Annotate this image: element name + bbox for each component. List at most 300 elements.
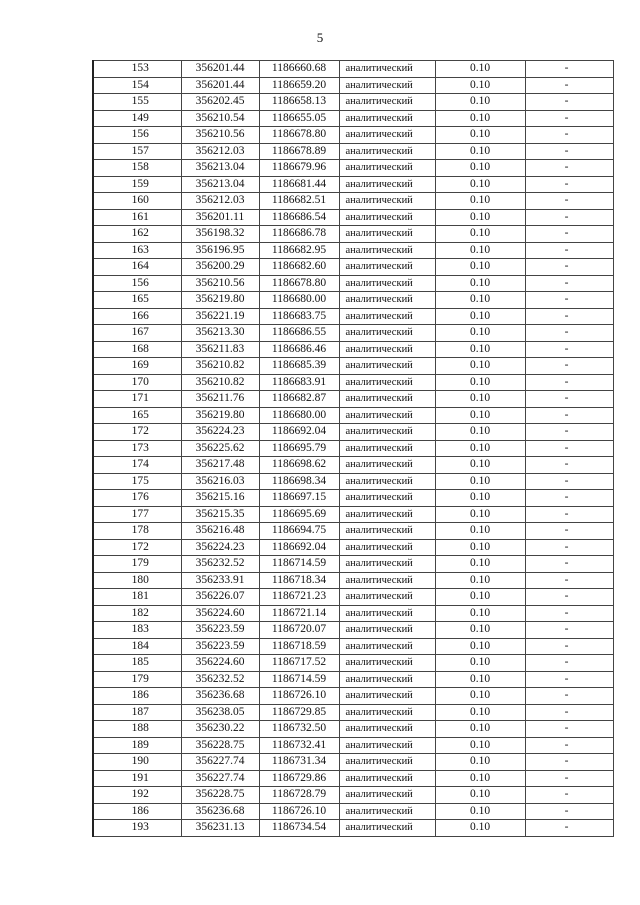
y-coordinate-cell: 1186678.89 [259, 143, 339, 160]
note-cell: - [525, 770, 613, 787]
method-cell: аналитический [339, 820, 435, 837]
point-number-cell: 171 [93, 391, 181, 408]
note-cell: - [525, 622, 613, 639]
point-number-cell: 165 [93, 407, 181, 424]
page-number: 5 [316, 30, 324, 45]
method-cell: аналитический [339, 77, 435, 94]
x-coordinate-cell: 356210.82 [181, 374, 259, 391]
x-coordinate-cell: 356219.80 [181, 292, 259, 309]
y-coordinate-cell: 1186698.34 [259, 473, 339, 490]
table-row [93, 803, 613, 820]
note-cell: - [525, 737, 613, 754]
method-cell: аналитический [339, 325, 435, 342]
table-row [93, 556, 613, 573]
point-number-cell: 177 [93, 506, 181, 523]
method-cell: аналитический [339, 242, 435, 259]
table-row [93, 275, 613, 292]
point-number-cell: 156 [93, 127, 181, 144]
accuracy-cell: 0.10 [435, 572, 525, 589]
table-row [93, 424, 613, 441]
y-coordinate-cell: 1186681.44 [259, 176, 339, 193]
y-coordinate-cell: 1186726.10 [259, 688, 339, 705]
y-coordinate-cell: 1186679.96 [259, 160, 339, 177]
method-cell: аналитический [339, 275, 435, 292]
accuracy-cell: 0.10 [435, 605, 525, 622]
table-row [93, 820, 613, 837]
method-cell: аналитический [339, 572, 435, 589]
y-coordinate-cell: 1186682.95 [259, 242, 339, 259]
note-cell: - [525, 589, 613, 606]
point-number-cell: 175 [93, 473, 181, 490]
accuracy-cell: 0.10 [435, 209, 525, 226]
note-cell: - [525, 61, 613, 78]
x-coordinate-cell: 356227.74 [181, 770, 259, 787]
method-cell: аналитический [339, 259, 435, 276]
point-number-cell: 181 [93, 589, 181, 606]
method-cell: аналитический [339, 308, 435, 325]
y-coordinate-cell: 1186732.50 [259, 721, 339, 738]
method-cell: аналитический [339, 754, 435, 771]
point-number-cell: 169 [93, 358, 181, 375]
y-coordinate-cell: 1186660.68 [259, 61, 339, 78]
note-cell: - [525, 754, 613, 771]
note-cell: - [525, 193, 613, 210]
y-coordinate-cell: 1186683.91 [259, 374, 339, 391]
table-row [93, 440, 613, 457]
table-row [93, 143, 613, 160]
method-cell: аналитический [339, 490, 435, 507]
note-cell: - [525, 143, 613, 160]
y-coordinate-cell: 1186721.14 [259, 605, 339, 622]
accuracy-cell: 0.10 [435, 638, 525, 655]
table-row [93, 193, 613, 210]
note-cell: - [525, 358, 613, 375]
accuracy-cell: 0.10 [435, 143, 525, 160]
method-cell: аналитический [339, 770, 435, 787]
y-coordinate-cell: 1186720.07 [259, 622, 339, 639]
x-coordinate-cell: 356224.60 [181, 605, 259, 622]
y-coordinate-cell: 1186678.80 [259, 275, 339, 292]
point-number-cell: 172 [93, 424, 181, 441]
y-coordinate-cell: 1186717.52 [259, 655, 339, 672]
table-row [93, 110, 613, 127]
x-coordinate-cell: 356215.16 [181, 490, 259, 507]
accuracy-cell: 0.10 [435, 259, 525, 276]
method-cell: аналитический [339, 688, 435, 705]
point-number-cell: 162 [93, 226, 181, 243]
method-cell: аналитический [339, 226, 435, 243]
x-coordinate-cell: 356213.04 [181, 176, 259, 193]
accuracy-cell: 0.10 [435, 110, 525, 127]
table-row [93, 754, 613, 771]
note-cell: - [525, 374, 613, 391]
method-cell: аналитический [339, 638, 435, 655]
point-number-cell: 165 [93, 292, 181, 309]
note-cell: - [525, 671, 613, 688]
accuracy-cell: 0.10 [435, 440, 525, 457]
point-number-cell: 166 [93, 308, 181, 325]
note-cell: - [525, 226, 613, 243]
y-coordinate-cell: 1186721.23 [259, 589, 339, 606]
note-cell: - [525, 655, 613, 672]
point-number-cell: 188 [93, 721, 181, 738]
table-row [93, 374, 613, 391]
accuracy-cell: 0.10 [435, 407, 525, 424]
point-number-cell: 185 [93, 655, 181, 672]
note-cell: - [525, 341, 613, 358]
method-cell: аналитический [339, 440, 435, 457]
table-row [93, 671, 613, 688]
method-cell: аналитический [339, 721, 435, 738]
accuracy-cell: 0.10 [435, 787, 525, 804]
x-coordinate-cell: 356216.03 [181, 473, 259, 490]
y-coordinate-cell: 1186729.86 [259, 770, 339, 787]
point-number-cell: 157 [93, 143, 181, 160]
method-cell: аналитический [339, 589, 435, 606]
note-cell: - [525, 539, 613, 556]
accuracy-cell: 0.10 [435, 539, 525, 556]
note-cell: - [525, 110, 613, 127]
x-coordinate-cell: 356224.23 [181, 424, 259, 441]
x-coordinate-cell: 356224.60 [181, 655, 259, 672]
x-coordinate-cell: 356201.44 [181, 61, 259, 78]
point-number-cell: 159 [93, 176, 181, 193]
accuracy-cell: 0.10 [435, 803, 525, 820]
method-cell: аналитический [339, 539, 435, 556]
y-coordinate-cell: 1186732.41 [259, 737, 339, 754]
method-cell: аналитический [339, 457, 435, 474]
note-cell: - [525, 523, 613, 540]
x-coordinate-cell: 356223.59 [181, 622, 259, 639]
note-cell: - [525, 160, 613, 177]
x-coordinate-cell: 356196.95 [181, 242, 259, 259]
y-coordinate-cell: 1186692.04 [259, 539, 339, 556]
table-row [93, 176, 613, 193]
note-cell: - [525, 127, 613, 144]
note-cell: - [525, 506, 613, 523]
y-coordinate-cell: 1186697.15 [259, 490, 339, 507]
table-row [93, 127, 613, 144]
y-coordinate-cell: 1186714.59 [259, 671, 339, 688]
y-coordinate-cell: 1186686.78 [259, 226, 339, 243]
x-coordinate-cell: 356232.52 [181, 671, 259, 688]
accuracy-cell: 0.10 [435, 704, 525, 721]
y-coordinate-cell: 1186694.75 [259, 523, 339, 540]
method-cell: аналитический [339, 556, 435, 573]
y-coordinate-cell: 1186686.54 [259, 209, 339, 226]
accuracy-cell: 0.10 [435, 292, 525, 309]
table-row [93, 341, 613, 358]
x-coordinate-cell: 356213.30 [181, 325, 259, 342]
point-number-cell: 155 [93, 94, 181, 111]
method-cell: аналитический [339, 803, 435, 820]
point-number-cell: 178 [93, 523, 181, 540]
accuracy-cell: 0.10 [435, 737, 525, 754]
accuracy-cell: 0.10 [435, 820, 525, 837]
x-coordinate-cell: 356215.35 [181, 506, 259, 523]
accuracy-cell: 0.10 [435, 77, 525, 94]
point-number-cell: 158 [93, 160, 181, 177]
point-number-cell: 192 [93, 787, 181, 804]
method-cell: аналитический [339, 176, 435, 193]
x-coordinate-cell: 356236.68 [181, 688, 259, 705]
y-coordinate-cell: 1186682.60 [259, 259, 339, 276]
point-number-cell: 193 [93, 820, 181, 837]
note-cell: - [525, 688, 613, 705]
method-cell: аналитический [339, 341, 435, 358]
note-cell: - [525, 803, 613, 820]
y-coordinate-cell: 1186678.80 [259, 127, 339, 144]
note-cell: - [525, 308, 613, 325]
point-number-cell: 149 [93, 110, 181, 127]
table-row [93, 308, 613, 325]
x-coordinate-cell: 356210.54 [181, 110, 259, 127]
table-row [93, 589, 613, 606]
accuracy-cell: 0.10 [435, 655, 525, 672]
x-coordinate-cell: 356238.05 [181, 704, 259, 721]
method-cell: аналитический [339, 506, 435, 523]
note-cell: - [525, 325, 613, 342]
note-cell: - [525, 259, 613, 276]
x-coordinate-cell: 356201.44 [181, 77, 259, 94]
accuracy-cell: 0.10 [435, 193, 525, 210]
point-number-cell: 164 [93, 259, 181, 276]
y-coordinate-cell: 1186682.51 [259, 193, 339, 210]
accuracy-cell: 0.10 [435, 688, 525, 705]
point-number-cell: 153 [93, 61, 181, 78]
method-cell: аналитический [339, 110, 435, 127]
x-coordinate-cell: 356210.82 [181, 358, 259, 375]
accuracy-cell: 0.10 [435, 242, 525, 259]
y-coordinate-cell: 1186695.69 [259, 506, 339, 523]
note-cell: - [525, 440, 613, 457]
accuracy-cell: 0.10 [435, 490, 525, 507]
table-row [93, 539, 613, 556]
note-cell: - [525, 242, 613, 259]
table-row [93, 473, 613, 490]
table-row [93, 94, 613, 111]
note-cell: - [525, 407, 613, 424]
accuracy-cell: 0.10 [435, 358, 525, 375]
note-cell: - [525, 820, 613, 837]
point-number-cell: 179 [93, 556, 181, 573]
note-cell: - [525, 209, 613, 226]
method-cell: аналитический [339, 655, 435, 672]
point-number-cell: 186 [93, 688, 181, 705]
method-cell: аналитический [339, 374, 435, 391]
x-coordinate-cell: 356212.03 [181, 193, 259, 210]
x-coordinate-cell: 356211.76 [181, 391, 259, 408]
table-row [93, 209, 613, 226]
method-cell: аналитический [339, 737, 435, 754]
method-cell: аналитический [339, 605, 435, 622]
note-cell: - [525, 424, 613, 441]
point-number-cell: 160 [93, 193, 181, 210]
method-cell: аналитический [339, 787, 435, 804]
note-cell: - [525, 721, 613, 738]
table-row [93, 622, 613, 639]
y-coordinate-cell: 1186718.34 [259, 572, 339, 589]
point-number-cell: 156 [93, 275, 181, 292]
x-coordinate-cell: 356236.68 [181, 803, 259, 820]
table-row [93, 572, 613, 589]
y-coordinate-cell: 1186734.54 [259, 820, 339, 837]
y-coordinate-cell: 1186728.79 [259, 787, 339, 804]
table-row [93, 292, 613, 309]
table-row [93, 638, 613, 655]
y-coordinate-cell: 1186680.00 [259, 407, 339, 424]
y-coordinate-cell: 1186729.85 [259, 704, 339, 721]
table-row [93, 605, 613, 622]
note-cell: - [525, 704, 613, 721]
table-row [93, 770, 613, 787]
accuracy-cell: 0.10 [435, 226, 525, 243]
x-coordinate-cell: 356223.59 [181, 638, 259, 655]
accuracy-cell: 0.10 [435, 721, 525, 738]
x-coordinate-cell: 356232.52 [181, 556, 259, 573]
point-number-cell: 161 [93, 209, 181, 226]
point-number-cell: 187 [93, 704, 181, 721]
table-row [93, 226, 613, 243]
accuracy-cell: 0.10 [435, 127, 525, 144]
note-cell: - [525, 275, 613, 292]
x-coordinate-cell: 356225.62 [181, 440, 259, 457]
note-cell: - [525, 572, 613, 589]
x-coordinate-cell: 356233.91 [181, 572, 259, 589]
table-row [93, 688, 613, 705]
table-row [93, 490, 613, 507]
method-cell: аналитический [339, 391, 435, 408]
table-row [93, 506, 613, 523]
table-row [93, 358, 613, 375]
accuracy-cell: 0.10 [435, 457, 525, 474]
x-coordinate-cell: 356213.04 [181, 160, 259, 177]
x-coordinate-cell: 356216.48 [181, 523, 259, 540]
accuracy-cell: 0.10 [435, 341, 525, 358]
x-coordinate-cell: 356201.11 [181, 209, 259, 226]
accuracy-cell: 0.10 [435, 391, 525, 408]
y-coordinate-cell: 1186683.75 [259, 308, 339, 325]
point-number-cell: 172 [93, 539, 181, 556]
y-coordinate-cell: 1186726.10 [259, 803, 339, 820]
method-cell: аналитический [339, 523, 435, 540]
x-coordinate-cell: 356210.56 [181, 127, 259, 144]
x-coordinate-cell: 356227.74 [181, 754, 259, 771]
accuracy-cell: 0.10 [435, 176, 525, 193]
x-coordinate-cell: 356212.03 [181, 143, 259, 160]
y-coordinate-cell: 1186682.87 [259, 391, 339, 408]
table-row [93, 787, 613, 804]
table-row [93, 391, 613, 408]
method-cell: аналитический [339, 407, 435, 424]
note-cell: - [525, 176, 613, 193]
table-body [93, 61, 613, 837]
table-row [93, 737, 613, 754]
coordinates-table [92, 60, 614, 837]
x-coordinate-cell: 356210.56 [181, 275, 259, 292]
method-cell: аналитический [339, 473, 435, 490]
accuracy-cell: 0.10 [435, 94, 525, 111]
note-cell: - [525, 556, 613, 573]
x-coordinate-cell: 356228.75 [181, 737, 259, 754]
point-number-cell: 184 [93, 638, 181, 655]
method-cell: аналитический [339, 209, 435, 226]
table-row [93, 325, 613, 342]
accuracy-cell: 0.10 [435, 325, 525, 342]
note-cell: - [525, 473, 613, 490]
point-number-cell: 180 [93, 572, 181, 589]
x-coordinate-cell: 356198.32 [181, 226, 259, 243]
x-coordinate-cell: 356224.23 [181, 539, 259, 556]
table-row [93, 77, 613, 94]
table-row [93, 704, 613, 721]
point-number-cell: 176 [93, 490, 181, 507]
note-cell: - [525, 787, 613, 804]
point-number-cell: 186 [93, 803, 181, 820]
y-coordinate-cell: 1186698.62 [259, 457, 339, 474]
note-cell: - [525, 391, 613, 408]
note-cell: - [525, 457, 613, 474]
accuracy-cell: 0.10 [435, 523, 525, 540]
x-coordinate-cell: 356228.75 [181, 787, 259, 804]
accuracy-cell: 0.10 [435, 622, 525, 639]
method-cell: аналитический [339, 671, 435, 688]
x-coordinate-cell: 356219.80 [181, 407, 259, 424]
note-cell: - [525, 77, 613, 94]
point-number-cell: 173 [93, 440, 181, 457]
table-row [93, 721, 613, 738]
note-cell: - [525, 292, 613, 309]
y-coordinate-cell: 1186695.79 [259, 440, 339, 457]
method-cell: аналитический [339, 160, 435, 177]
table-row [93, 259, 613, 276]
point-number-cell: 179 [93, 671, 181, 688]
point-number-cell: 174 [93, 457, 181, 474]
table-row [93, 242, 613, 259]
y-coordinate-cell: 1186692.04 [259, 424, 339, 441]
method-cell: аналитический [339, 127, 435, 144]
y-coordinate-cell: 1186680.00 [259, 292, 339, 309]
method-cell: аналитический [339, 424, 435, 441]
point-number-cell: 170 [93, 374, 181, 391]
table-row [93, 655, 613, 672]
y-coordinate-cell: 1186686.55 [259, 325, 339, 342]
point-number-cell: 167 [93, 325, 181, 342]
accuracy-cell: 0.10 [435, 160, 525, 177]
accuracy-cell: 0.10 [435, 754, 525, 771]
y-coordinate-cell: 1186655.05 [259, 110, 339, 127]
method-cell: аналитический [339, 61, 435, 78]
method-cell: аналитический [339, 622, 435, 639]
y-coordinate-cell: 1186658.13 [259, 94, 339, 111]
note-cell: - [525, 605, 613, 622]
x-coordinate-cell: 356226.07 [181, 589, 259, 606]
y-coordinate-cell: 1186685.39 [259, 358, 339, 375]
method-cell: аналитический [339, 193, 435, 210]
point-number-cell: 168 [93, 341, 181, 358]
x-coordinate-cell: 356202.45 [181, 94, 259, 111]
accuracy-cell: 0.10 [435, 770, 525, 787]
x-coordinate-cell: 356231.13 [181, 820, 259, 837]
note-cell: - [525, 490, 613, 507]
y-coordinate-cell: 1186718.59 [259, 638, 339, 655]
y-coordinate-cell: 1186686.46 [259, 341, 339, 358]
method-cell: аналитический [339, 292, 435, 309]
method-cell: аналитический [339, 704, 435, 721]
y-coordinate-cell: 1186659.20 [259, 77, 339, 94]
accuracy-cell: 0.10 [435, 556, 525, 573]
table-row [93, 61, 613, 78]
